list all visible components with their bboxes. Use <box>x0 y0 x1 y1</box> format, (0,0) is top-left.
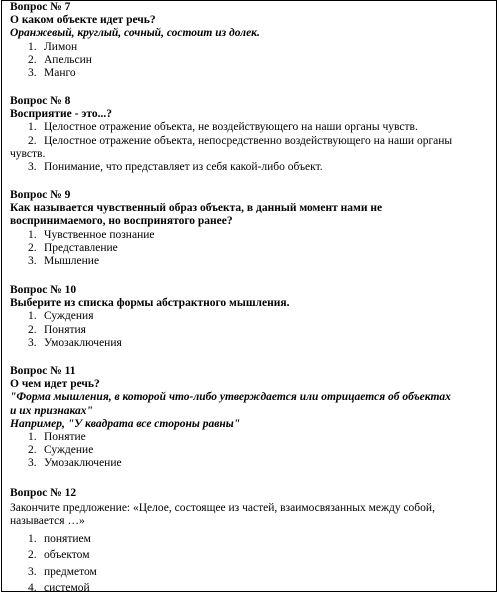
question-title: Вопрос № 9 <box>10 189 71 201</box>
question-11 <box>10 365 492 471</box>
list-item: 1. понятием <box>28 532 91 545</box>
list-item: 1. Суждения <box>28 310 94 323</box>
options-list <box>10 531 492 597</box>
question-12 <box>10 487 492 597</box>
document-frame <box>1 0 497 595</box>
question-text: Выберите из списка формы абстрактного мышления. <box>10 297 290 310</box>
question-title: Вопрос № 7 <box>10 1 71 13</box>
question-title: Вопрос № 12 <box>10 487 77 499</box>
question-text: О каком объекте идет речь? <box>10 14 156 27</box>
list-item: 1. Лимон <box>28 40 78 53</box>
question-quote: "Форма мышления, в которой что-либо утверждается или отрицается об объектах <box>10 391 451 404</box>
question-title: Вопрос № 8 <box>10 95 71 107</box>
list-item: 1. Понятие <box>28 431 86 444</box>
question-title: Вопрос № 11 <box>10 365 76 377</box>
question-quote: и их признаках" <box>10 404 93 417</box>
question-title: Вопрос № 10 <box>10 284 77 296</box>
question-prompt: Закончите предложение: «Целое, состоящее из частей, взаимосвязанных между собой, <box>10 502 435 515</box>
list-item: 3. предметом <box>28 565 97 578</box>
question-prompt: называется …» <box>10 515 85 528</box>
list-item: 3. Умозаключение <box>28 457 122 470</box>
list-item: 2. Апельсин <box>28 53 92 66</box>
question-text: воспринимаемого, но воспринятого ранее? <box>10 215 233 228</box>
options-list <box>10 431 492 471</box>
options-list <box>10 41 492 81</box>
question-8 <box>10 95 492 174</box>
question-10 <box>10 284 492 350</box>
question-subtitle: Оранжевый, круглый, сочный, состоит из долек. <box>10 27 260 40</box>
list-item: 3. Умозаключения <box>28 336 122 349</box>
question-example: Например, "У квадрата все стороны равны" <box>10 417 241 430</box>
list-item: 2. Понятия <box>28 323 86 336</box>
question-7 <box>10 1 492 80</box>
option-continuation: чувств. <box>10 147 46 160</box>
options-list <box>10 229 492 269</box>
list-item: 4. системой <box>28 582 90 595</box>
question-9 <box>10 189 492 268</box>
options-list <box>10 121 492 147</box>
list-item: 3. Понимание, что представляет из себя какой-либо объект. <box>28 161 323 174</box>
list-item: 1. Целостное отражение объекта, не воздействующего на наши органы чувств. <box>28 121 418 134</box>
list-item: 2. Целостное отражение объекта, непосредственно воздействующего на наши органы <box>28 134 453 147</box>
question-text: Как называется чувственный образ объекта, в данный момент нами не <box>10 202 383 215</box>
list-item: 1. Чувственное познание <box>28 228 155 241</box>
options-list <box>10 310 492 350</box>
question-text: О чем идет речь? <box>10 378 100 391</box>
list-item: 3. Манго <box>28 67 76 80</box>
options-list <box>10 161 492 174</box>
list-item: 3. Мышление <box>28 255 100 268</box>
list-item: 2. Суждение <box>28 444 94 457</box>
question-text: Восприятие - это...? <box>10 108 112 121</box>
list-item: 2. Представление <box>28 241 118 254</box>
list-item: 2. объектом <box>28 549 90 562</box>
